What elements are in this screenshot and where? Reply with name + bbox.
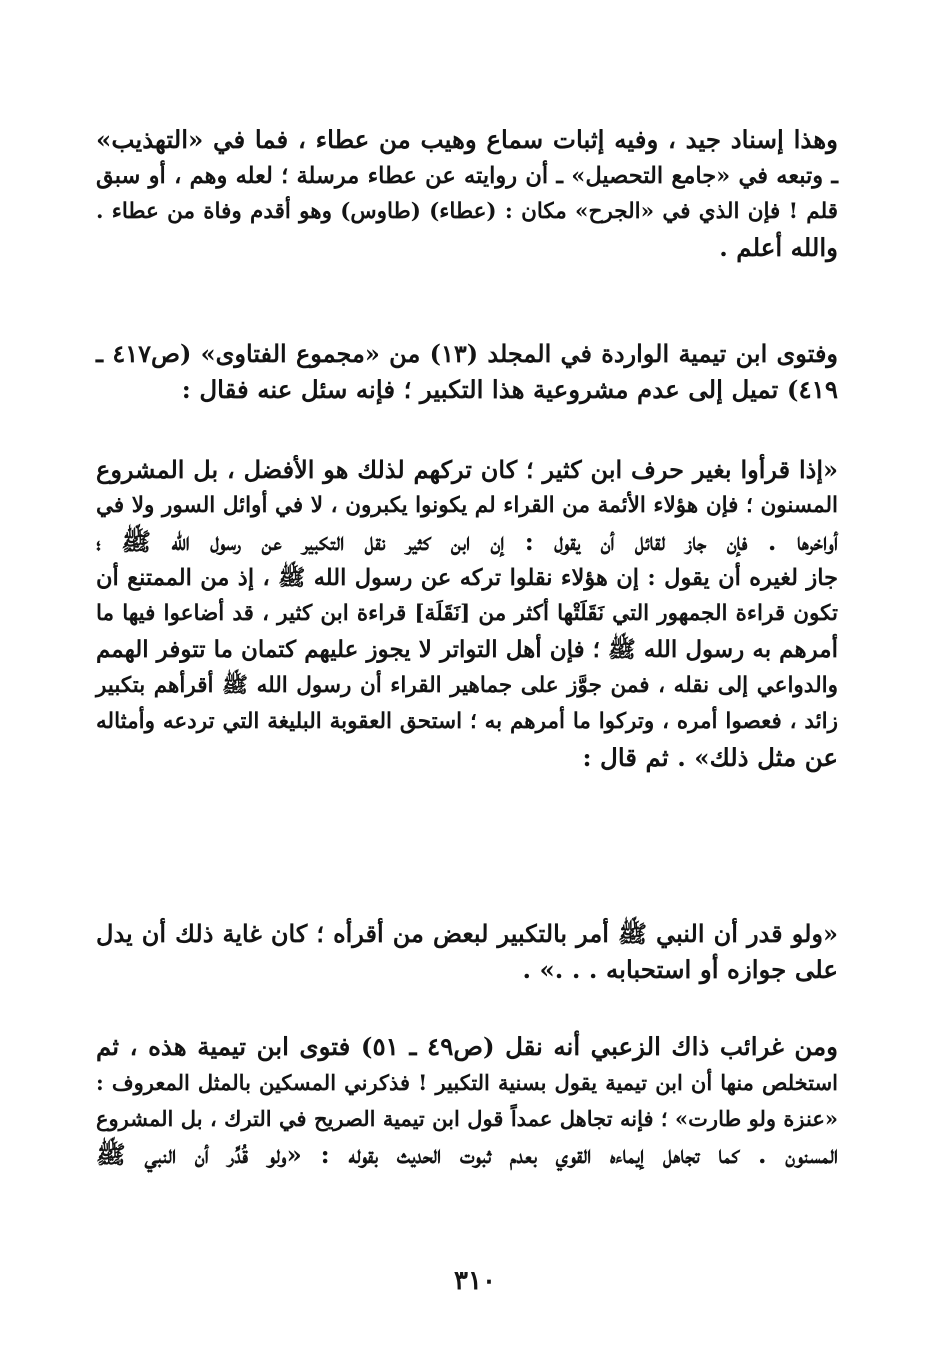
text-line: «إذا قرأوا بغير حرف ابن كثير ؛ كان تركهم لذلك هو الأفضل ، بل المشروع <box>96 455 838 484</box>
page-number: ٣١٠ <box>454 1266 496 1296</box>
text-line: ـ وتبعه في «جامع التحصيل» ـ أن روايته عن عطاء مرسلة ؛ لعله وهم ، أو سبق <box>96 163 838 189</box>
text-line: جاز لغيره أن يقول : إن هؤلاء نقلوا تركه عن رسول الله ﷺ ، إذ من الممتنع أن <box>96 565 838 591</box>
text-line: والله أعلم . <box>719 233 838 262</box>
text-line: قلم ! فإن الذي في «الجرح» مكان : (عطاء) (طاوس) وهو أقدم وفاة من عطاء . <box>96 199 838 224</box>
text-line: وفتوى ابن تيمية الواردة في المجلد (١٣) من «مجموع الفتاوى» (ص٤١٧ ـ <box>96 339 839 368</box>
text-line: وهذا إسناد جيد ، وفيه إثبات سماع وهيب من عطاء ، فما في «التهذيب» <box>96 125 838 154</box>
text-line: ومن غرائب ذاك الزعبي أنه نقل (ص٤٩ ـ ٥١) فتوى ابن تيمية هذه ، ثم <box>96 1032 838 1061</box>
text-line: تكون قراءة الجمهور التي نَقَلَتْها أكثر من [نَقَلَة] قراءة ابن كثير ، قد أضاعوا فيها ما <box>96 601 838 626</box>
text-line: أمرهم به رسول الله ﷺ ؛ فإن أهل التواتر لا يجوز عليهم كتمان ما تتوفر الهمم <box>96 636 838 663</box>
text-line: زائد ، فعصوا أمره ، وتركوا ما أمرهم به ؛ استحق العقوبة البليغة التي تردعه وأمثاله <box>96 709 838 734</box>
text-line: على جوازه أو استحبابه . . .» . <box>522 955 838 984</box>
text-line: المسنون . كما تجاهل إيماءه القوي بعدم ثبوت الحديث بقوله : «ولو قُدِّر أن النبي ﷺ <box>96 1140 838 1169</box>
text-line: استخلص منها أن ابن تيمية يقول بسنية التكبير ! فذكرني المسكين بالمثل المعروف : <box>96 1070 838 1095</box>
text-line: والدواعي إلى نقله ، فمن جوَّز على جماهير القراء أن رسول الله ﷺ أقرأهم بتكبير <box>96 673 838 698</box>
paragraph-1 <box>96 122 838 266</box>
quote-paragraph-2 <box>96 916 838 988</box>
paragraph-2 <box>96 336 838 408</box>
text-line: «ولو قدر أن النبي ﷺ أمر بالتكبير لبعض من أقرأه ؛ كان غاية ذلك أن يدل <box>96 919 838 948</box>
quote-paragraph-1 <box>96 452 838 776</box>
text-line: ٤١٩) تميل إلى عدم مشروعية هذا التكبير ؛ فإنه سئل عنه فقال : <box>181 375 838 404</box>
paragraph-3 <box>96 1029 838 1173</box>
text-line: المسنون ؛ فإن هؤلاء الأئمة من القراء لم يكونوا يكبرون ، لا في أوائل السور ولا في <box>96 493 838 518</box>
text-line: «عنزة ولو طارت» ؛ فإنه تجاهل عمداً قول ابن تيمية الصريح في الترك ، بل المشروع <box>96 1106 838 1131</box>
text-line: أواخرها . فإن جاز لقائل أن يقول : إن ابن كثير نقل التكبير عن رسول الله ﷺ ؛ <box>96 527 838 556</box>
text-line: عن مثل ذلك» . ثم قال : <box>582 743 838 772</box>
